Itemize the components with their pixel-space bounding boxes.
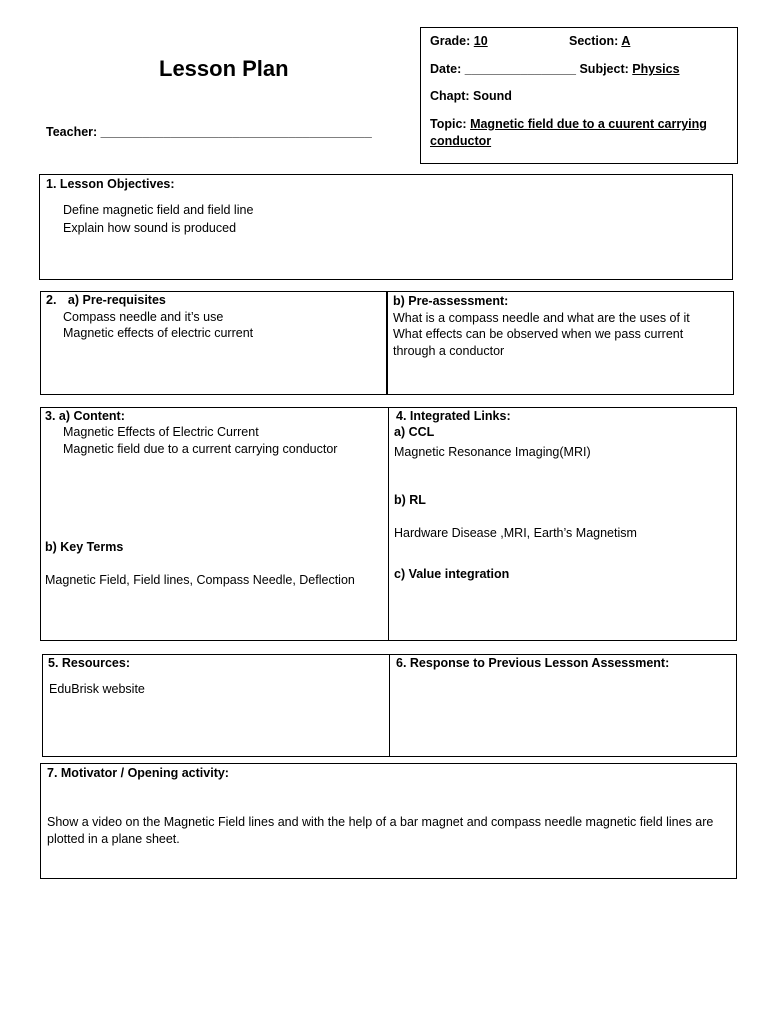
motivator-text: Show a video on the Magnetic Field lines and with the help of a bar magnet and compass needle magnetic field lines are plotted in a plane sheet. xyxy=(47,815,714,846)
content-item: Magnetic Effects of Electric Current xyxy=(63,425,259,439)
rl-text: Hardware Disease ,MRI, Earth’s Magnetism xyxy=(394,526,637,540)
grade-field xyxy=(430,34,488,48)
prerequisites-box xyxy=(40,291,388,395)
resources-text: EduBrisk website xyxy=(49,682,145,696)
value-integration-heading: c) Value integration xyxy=(394,567,510,581)
teacher-label: Teacher: xyxy=(46,125,98,139)
preassessment-box xyxy=(386,291,734,395)
date-label: Date: xyxy=(430,62,462,76)
teacher-line xyxy=(46,125,372,139)
integrated-links-box xyxy=(388,407,737,641)
date-subject-field xyxy=(430,62,680,76)
topic-field xyxy=(430,116,725,150)
resources-heading: 5. Resources: xyxy=(48,656,130,670)
grade-label: Grade: xyxy=(430,34,471,48)
resources-box xyxy=(42,654,390,757)
objectives-heading: 1. Lesson Objectives: xyxy=(46,177,175,191)
chapter-field: Chapt: Sound xyxy=(430,89,512,103)
content-box xyxy=(40,407,389,641)
teacher-blank: _______________________________________ xyxy=(100,125,372,139)
objective-item: Explain how sound is produced xyxy=(63,221,237,235)
page-title: Lesson Plan xyxy=(159,56,289,81)
section-value: A xyxy=(621,34,631,48)
subject-label: Subject: xyxy=(579,62,629,76)
response-heading: 6. Response to Previous Lesson Assessment: xyxy=(396,656,670,670)
content-heading: 3. a) Content: xyxy=(45,409,125,423)
preassessment-item: What effects can be observed when we pass current through a conductor xyxy=(393,327,684,358)
motivator-box xyxy=(40,763,737,879)
prerequisite-item: Magnetic effects of electric current xyxy=(63,326,254,340)
prerequisites-heading: a) Pre-requisites xyxy=(67,293,166,307)
key-terms-heading: b) Key Terms xyxy=(45,540,124,554)
topic-value: Magnetic field due to a cuurent carrying conductor xyxy=(430,117,707,148)
preassessment-heading: b) Pre-assessment: xyxy=(393,294,509,308)
preassessment-item: What is a compass needle and what are the uses of it xyxy=(393,311,690,325)
ccl-text: Magnetic Resonance Imaging(MRI) xyxy=(394,445,591,459)
section-number: 2. xyxy=(46,293,57,307)
prerequisites-heading-line xyxy=(46,293,166,307)
motivator-heading: 7. Motivator / Opening activity: xyxy=(47,766,229,780)
objective-item: Define magnetic field and field line xyxy=(63,203,254,217)
key-terms-text: Magnetic Field, Field lines, Compass Needle, Deflection xyxy=(45,573,355,587)
objectives-box xyxy=(39,174,733,280)
ccl-heading: a) CCL xyxy=(394,425,435,439)
date-blank: ________________ xyxy=(464,62,576,76)
section-field xyxy=(569,34,630,48)
rl-heading: b) RL xyxy=(394,493,426,507)
topic-label: Topic: xyxy=(430,117,467,131)
section-label: Section: xyxy=(569,34,619,48)
subject-value: Physics xyxy=(632,62,680,76)
response-box xyxy=(389,654,737,757)
header-info-box xyxy=(420,27,738,164)
content-item: Magnetic field due to a current carrying conductor xyxy=(63,442,338,456)
prerequisite-item: Compass needle and it’s use xyxy=(63,310,224,324)
links-heading: 4. Integrated Links: xyxy=(396,409,511,423)
grade-value: 10 xyxy=(473,34,488,48)
